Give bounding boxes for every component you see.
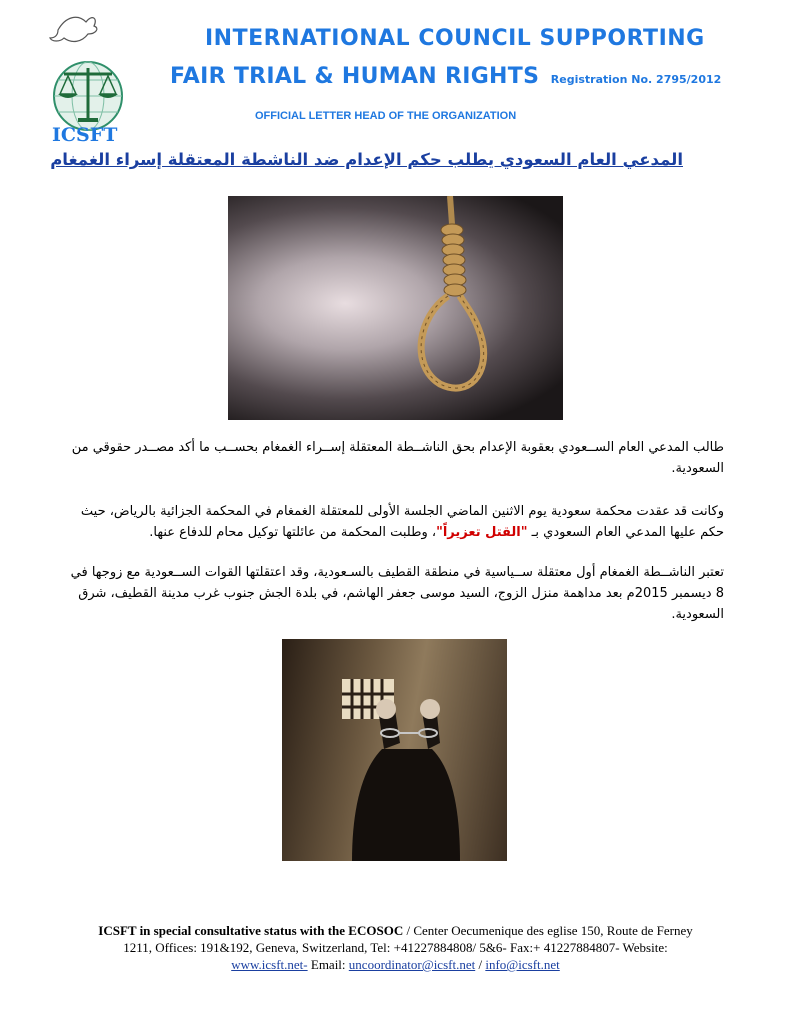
footer-line-3 <box>40 956 751 973</box>
footer-org-status: ICSFT in special consultative status with the ECOSOC <box>98 923 404 938</box>
paragraph-2-text-b: ، وطلبت المحكمة من عائلتها توكيل محام للدفاع عنها. <box>149 525 437 540</box>
article-paragraph-3: تعتبر الناشــطة الغمغام أول معتقلة ســياسية في منطقة القطيف بالسـعودية، وقد اعتقلتها القوات الســعودية مع زوجها في 8 ديسمبر 2015م بعد مداهمة منزل الزوج، السيد موسى جعفر الهاشم، في بلدة الجش جنوب غرب مدينة القطيف، شرق السعودية. <box>70 565 724 622</box>
email-link-info[interactable]: info@icsft.net <box>485 957 560 972</box>
letterhead-footer <box>40 922 751 973</box>
footer-line-1 <box>40 922 751 939</box>
article-headline: المدعي العام السعودي يطلب حكم الإعدام ضد الناشطة المعتقلة إسراء الغمغام <box>50 150 683 169</box>
website-link[interactable]: www.icsft.net- <box>231 957 308 972</box>
handcuffed-prisoner-photo <box>282 639 507 861</box>
organization-logo <box>38 8 138 148</box>
paragraph-2-text-a: وكانت قد عقدت محكمة سعودية يوم الاثنين الماضي الجلسة الأولى للمعتقلة الغمغام في المحكمة الجزائية بالرياض، حيث حكم عليها المدعي العام السعودي بـ <box>80 504 724 540</box>
logo-text: ICSFT <box>52 124 118 146</box>
organization-name-line1: INTERNATIONAL COUNCIL SUPPORTING <box>205 26 705 51</box>
article-paragraph-1: طالب المدعي العام الســعودي بعقوبة الإعدام بحق الناشــطة المعتقلة إســراء الغمغام بحســب ما أكد مصــدر حقوقي من السعودية. <box>71 440 724 476</box>
organization-name-line2 <box>170 64 721 89</box>
noose-photo <box>228 196 563 420</box>
organization-name-line2-text: FAIR TRIAL & HUMAN RIGHTS <box>170 64 540 89</box>
registration-number: Registration No. 2795/2012 <box>550 73 722 86</box>
footer-address-line2: 1211, Offices: 191&192, Geneva, Switzerland, Tel: +41227884808/ 5&6- Fax:+ 41227884807- Website: <box>123 940 668 955</box>
prisoner-silhouette-icon <box>282 639 507 861</box>
email-link-uncoordinator[interactable]: uncoordinator@icsft.net <box>348 957 476 972</box>
email-separator: / <box>475 957 486 972</box>
noose-icon <box>228 196 563 420</box>
letterhead-caption: OFFICIAL LETTER HEAD OF THE ORGANIZATION <box>255 110 517 122</box>
footer-address-line1: / Center Oecumenique des eglise 150, Route de Ferney <box>403 923 693 938</box>
article-paragraph-2 <box>62 501 724 543</box>
paragraph-2-highlight: "القتل تعزيراً" <box>436 525 528 540</box>
email-label: Email: <box>307 957 349 972</box>
